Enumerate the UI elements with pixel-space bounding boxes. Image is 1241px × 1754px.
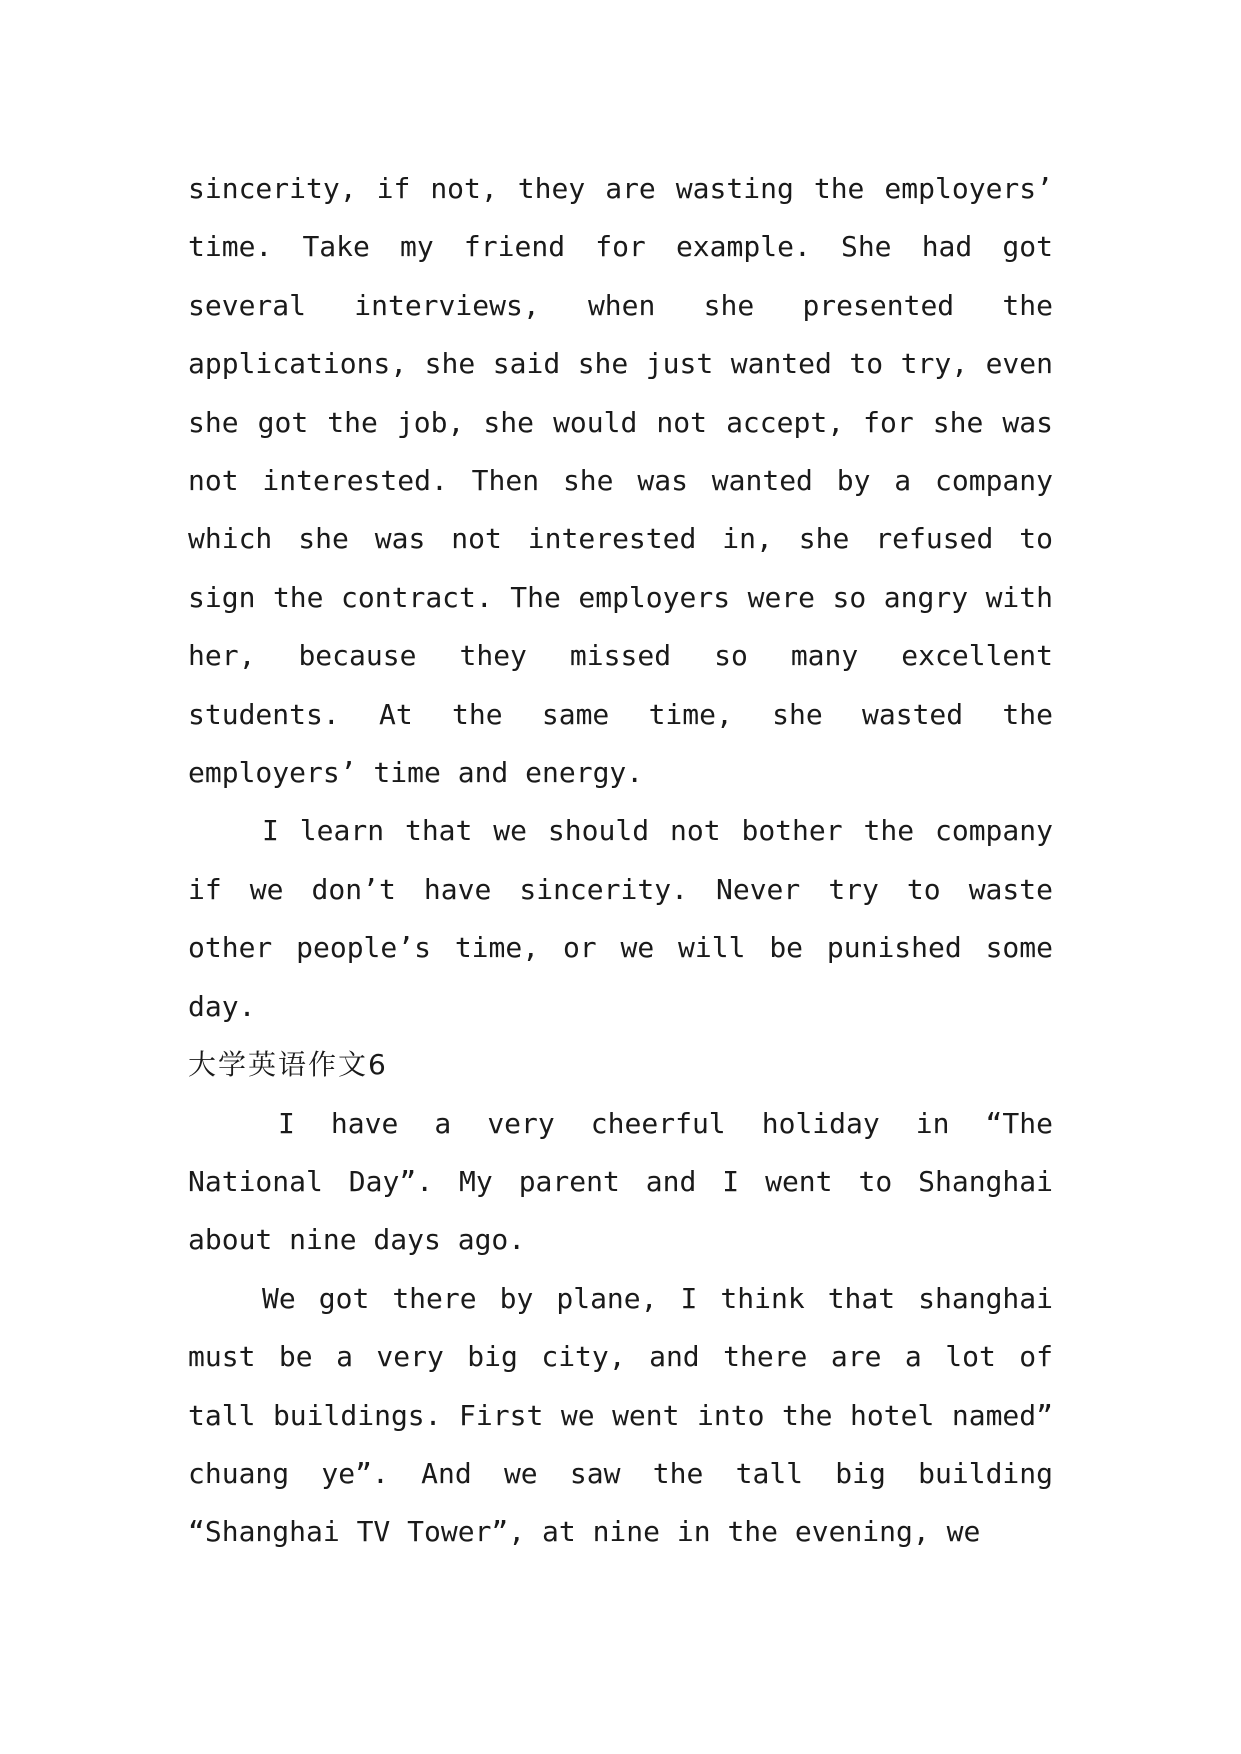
paragraph-lesson: I learn that we should not bother the company if we don’t have sincerity. Never try to waste other people’s time, or we will be punished some day. [188,814,1053,1023]
essay-heading: 大学英语作文6 [188,1048,388,1082]
paragraph-holiday: I have a very cheerful holiday in “The National Day”. My parent and I went to Shanghai about nine days ago. [188,1106,1053,1257]
document-body [188,160,1053,1562]
paragraph-shanghai: We got there by plane, I think that shanghai must be a very big city, and there are a lot of tall buildings. First we went into the hotel named” chuang ye”. And we saw the tall big building “Shanghai TV Tower”, at nine in the evening, we [188,1281,1053,1549]
paragraph-sincerity: sincerity, if not, they are wasting the employers’ time. Take my friend for example. She had got several interviews, when she presented the applications, she said she just wanted to try, even she got the job, she would not accept, for she was not interested. Then she was wanted by a company which she was not interested in, she refused to sign the contract. The employers were so angry with her, because they missed so many excellent students. At the same time, she wasted the employers’ time and energy. [188,172,1053,790]
